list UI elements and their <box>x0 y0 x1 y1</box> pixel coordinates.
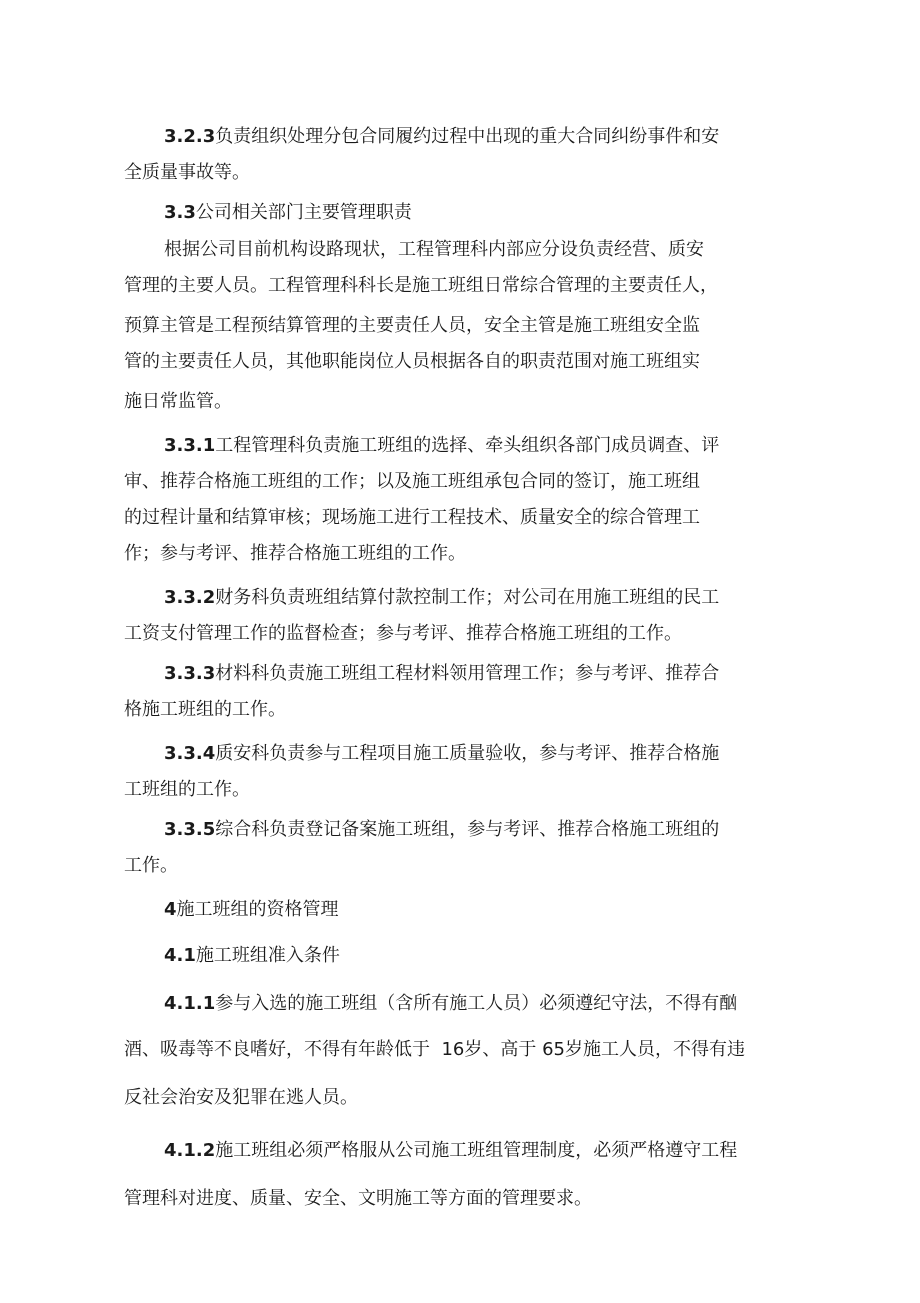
text-line <box>164 901 339 919</box>
text-line <box>164 128 719 146</box>
text-line <box>164 437 719 455</box>
line-text: 材料科负责施工班组工程材料领用管理工作；参与考评、推荐合 <box>215 663 720 684</box>
text-line: 管理科对进度、质量、安全、文明施工等方面的管理要求。 <box>124 1188 592 1209</box>
text-line <box>164 1142 737 1160</box>
section-number: 3.3.2 <box>164 587 216 608</box>
text-line <box>164 589 719 607</box>
text-line: 格施工班组的工作。 <box>124 699 286 720</box>
text-line: 施日常监管。 <box>124 391 232 412</box>
text-line <box>164 821 719 839</box>
line-text: 施工班组必须严格服从公司施工班组管理制度，必须严格遵守工程 <box>215 1140 738 1161</box>
text-line: 管理的主要人员。工程管理科科长是施工班组日常综合管理的主要责任人， <box>124 275 718 296</box>
text-line <box>164 665 719 683</box>
section-number: 3.3.5 <box>164 819 216 840</box>
line-text: 质安科负责参与工程项目施工质量验收，参与考评、推荐合格施 <box>215 743 720 764</box>
section-number: 4.1.1 <box>164 993 216 1014</box>
text-line: 根据公司目前机构设路现状，工程管理科内部应分设负责经营、质安 <box>164 239 704 260</box>
text-line: 工资支付管理工作的监督检查；参与考评、推荐合格施工班组的工作。 <box>124 623 682 644</box>
text-line: 反社会治安及犯罪在逃人员。 <box>124 1087 358 1108</box>
section-number: 3.3.3 <box>164 663 216 684</box>
text-line <box>164 947 340 965</box>
text-line: 作；参与考评、推荐合格施工班组的工作。 <box>124 543 466 564</box>
text-line <box>164 745 719 763</box>
text-line: 管的主要责任人员，其他职能岗位人员根据各自的职责范围对施工班组实 <box>124 351 700 372</box>
text-line: 审、推荐合格施工班组的工作；以及施工班组承包合同的签订，施工班组 <box>124 471 700 492</box>
line-text: 参与入选的施工班组（含所有施工人员）必须遵纪守法，不得有酗 <box>215 993 738 1014</box>
text-line: 工作。 <box>124 855 178 876</box>
section-number: 3.3.1 <box>164 435 216 456</box>
heading-text: 公司相关部门主要管理职责 <box>195 202 412 223</box>
section-number: 3.2.3 <box>164 126 216 147</box>
text-line: 预算主管是工程预结算管理的主要责任人员，安全主管是施工班组安全监 <box>124 315 700 336</box>
section-number: 4.1 <box>164 945 196 966</box>
text-line: 工班组的工作。 <box>124 779 250 800</box>
heading-text: 施工班组的资格管理 <box>176 899 339 920</box>
text-line <box>164 204 412 222</box>
section-number: 3.3.4 <box>164 743 216 764</box>
line-text: 工程管理科负责施工班组的选择、牵头组织各部门成员调查、评 <box>215 435 720 456</box>
text-line: 的过程计量和结算审核；现场施工进行工程技术、质量安全的综合管理工 <box>124 507 700 528</box>
text-line: 全质量事故等。 <box>124 162 250 183</box>
line-text: 财务科负责班组结算付款控制工作；对公司在用施工班组的民工 <box>215 587 720 608</box>
section-number: 4.1.2 <box>164 1140 216 1161</box>
text-line <box>164 995 737 1013</box>
section-number: 3.3 <box>164 202 196 223</box>
heading-text: 施工班组准入条件 <box>195 945 340 966</box>
text-line: 酒、吸毒等不良嗜好，不得有年龄低于 16岁、高于 65岁施工人员，不得有违 <box>124 1039 745 1060</box>
section-number: 4 <box>164 899 177 920</box>
line-text: 综合科负责登记备案施工班组，参与考评、推荐合格施工班组的 <box>215 819 720 840</box>
line-text: 负责组织处理分包合同履约过程中出现的重大合同纠纷事件和安 <box>215 126 720 147</box>
